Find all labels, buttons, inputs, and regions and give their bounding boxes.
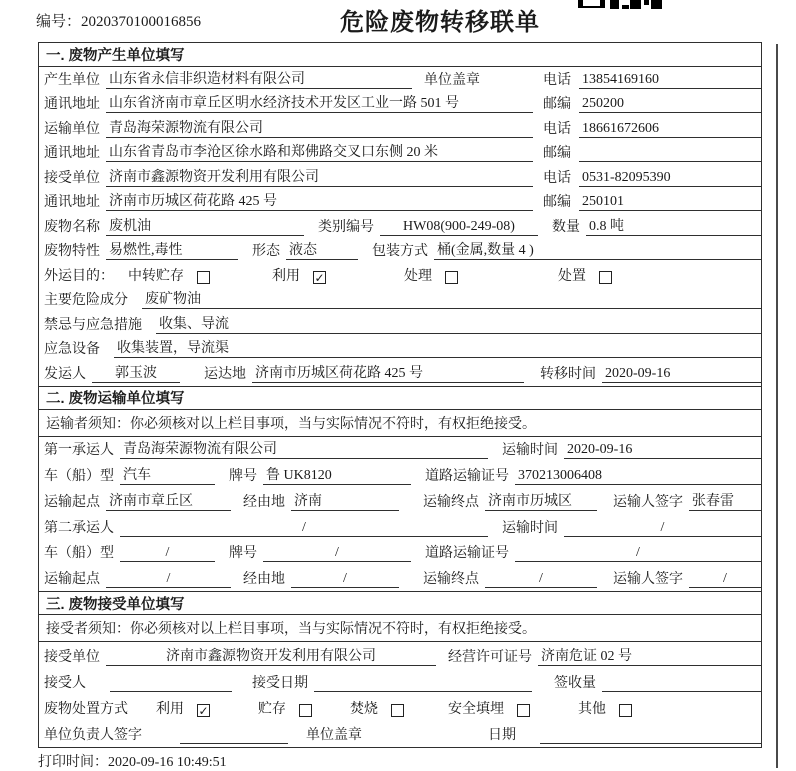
purpose-option-utilize <box>272 265 326 285</box>
row-route-1 <box>39 488 761 514</box>
row-transfer-purpose <box>39 263 761 288</box>
dispose-label: 处置 <box>558 268 586 284</box>
row-receiver-address <box>39 190 761 215</box>
shipper-value: 郭玉波 <box>92 362 180 383</box>
via-value: 济南 <box>291 490 399 511</box>
zip-label: 邮编 <box>543 195 571 210</box>
phone-label: 电话 <box>543 170 571 186</box>
acceptor-value <box>110 691 232 692</box>
row-producer <box>39 67 761 92</box>
disposal-incinerate-checkbox <box>391 704 404 717</box>
manager-signature-label: 单位负责人签字 <box>44 728 142 744</box>
row-producer-address <box>39 92 761 117</box>
row-acceptor <box>39 669 761 695</box>
endpoint-label: 运输终点 <box>423 572 479 588</box>
producer-zip-value: 250200 <box>579 96 761 113</box>
manager-signature-value <box>180 743 288 744</box>
destination-label: 运达地 <box>204 366 246 382</box>
disposal-option-storage <box>258 698 312 718</box>
transport-time-label: 运输时间 <box>502 443 558 459</box>
endpoint-label: 运输终点 <box>423 494 479 510</box>
transport-time-label: 运输时间 <box>502 520 558 536</box>
row-second-carrier <box>39 514 761 540</box>
waste-name-value: 废机油 <box>106 215 304 236</box>
page-title: 危险废物转移联单 <box>340 9 540 36</box>
acceptor-label: 接受人 <box>44 675 86 691</box>
road-permit-label: 道路运输证号 <box>425 469 509 485</box>
print-time <box>38 751 227 771</box>
disposal-other-label: 其他 <box>578 702 606 718</box>
purpose-option-transit-storage <box>128 265 210 285</box>
waste-character-label: 废物特性 <box>44 244 100 259</box>
doc-number <box>36 10 201 31</box>
receiver-address-label: 通讯地址 <box>44 195 100 210</box>
receiver-zip-value: 250101 <box>579 194 761 211</box>
transporter-unit-label: 运输单位 <box>44 121 100 137</box>
row-route-2 <box>39 565 761 591</box>
transporter-unit-value: 青岛海荣源物流有限公司 <box>106 117 533 138</box>
purpose-option-dispose <box>558 265 612 285</box>
transit-storage-label: 中转贮存 <box>128 268 184 284</box>
quantity-value: 0.8 吨 <box>586 215 761 236</box>
transporter-phone-group <box>543 118 761 138</box>
physical-form-label: 形态 <box>252 244 280 259</box>
treat-checkbox <box>445 271 458 284</box>
qr-code-fragment <box>578 0 662 10</box>
transport-time-value: 2020-09-16 <box>564 442 761 459</box>
treat-label: 处理 <box>404 268 432 284</box>
transfer-manifest-table <box>38 42 762 748</box>
category-code-value: HW08(900-249-08) <box>380 219 538 236</box>
disposal-option-utilize <box>156 698 210 718</box>
accepting-unit-value: 济南市鑫源物资开发利用有限公司 <box>106 645 436 666</box>
license-number-value: 济南危证 02 号 <box>538 645 761 666</box>
second-carrier-value: / <box>120 520 488 537</box>
phone-label: 电话 <box>543 121 571 137</box>
taboo-measures-label: 禁忌与应急措施 <box>44 317 142 333</box>
unit-seal-label: 单位盖章 <box>306 728 362 744</box>
plate-number-value: 鲁 UK8120 <box>263 464 411 485</box>
waste-name-label: 废物名称 <box>44 219 100 235</box>
row-waste-name <box>39 214 761 239</box>
carrier-signature-label: 运输人签字 <box>613 572 683 588</box>
transporter-address-value: 山东省青岛市李沧区徐水路和郑佛路交叉口东侧 20 米 <box>106 141 533 162</box>
origin-value: 济南市章丘区 <box>106 490 231 511</box>
taboo-measures-value: 收集、导流 <box>156 313 761 334</box>
plate-number-2-value: / <box>263 545 411 562</box>
transfer-time-label: 转移时间 <box>540 366 596 382</box>
producer-unit-value: 山东省永信非织造材料有限公司 <box>106 68 412 89</box>
dispose-checkbox <box>599 271 612 284</box>
transporter-notice: 运输者须知：你必须核对以上栏目事项，当与实际情况不符时，有权拒绝接受。 <box>39 410 761 437</box>
producer-phone-value: 13854169160 <box>579 72 761 89</box>
first-carrier-label: 第一承运人 <box>44 443 114 459</box>
disposal-landfill-checkbox <box>517 704 530 717</box>
destination-value: 济南市历城区荷花路 425 号 <box>252 362 524 383</box>
utilize-checkbox: ✓ <box>314 270 325 284</box>
disposal-other-checkbox <box>619 704 632 717</box>
transporter-address-label: 通讯地址 <box>44 146 100 161</box>
date-label: 日期 <box>488 728 516 744</box>
row-hazard-component <box>39 288 761 313</box>
signed-quantity-value <box>602 691 761 692</box>
page-edge-line <box>776 44 778 768</box>
section-1-title: 一. 废物产生单位填写 <box>39 43 761 67</box>
physical-form-value: 液态 <box>286 239 358 260</box>
via-label: 经由地 <box>243 572 285 588</box>
origin-label: 运输起点 <box>44 494 100 510</box>
transfer-purpose-label: 外运目的： <box>44 268 114 284</box>
row-disposal-method <box>39 695 761 721</box>
row-first-carrier <box>39 437 761 463</box>
print-time-value: 2020-09-16 10:49:51 <box>108 755 227 770</box>
license-number-label: 经营许可证号 <box>448 649 532 665</box>
receiver-phone-value: 0531-82095390 <box>579 170 761 187</box>
hazard-component-value: 废矿物油 <box>142 288 761 309</box>
package-type-label: 包装方式 <box>372 244 428 259</box>
plate-number-label: 牌号 <box>229 469 257 485</box>
section-3-title: 三. 废物接受单位填写 <box>39 591 761 615</box>
carrier-signature-value: 张春雷 <box>689 490 761 511</box>
emergency-equipment-value: 收集装置，导流渠 <box>114 337 761 358</box>
disposal-method-label: 废物处置方式 <box>44 702 128 718</box>
producer-phone-group <box>543 69 761 89</box>
vehicle-type-2-value: / <box>120 545 215 562</box>
transit-storage-checkbox <box>197 271 210 284</box>
row-taboo-measures <box>39 312 761 337</box>
transporter-zip-group <box>543 142 761 162</box>
row-emergency-equipment <box>39 337 761 362</box>
transfer-time-value: 2020-09-16 <box>602 366 761 383</box>
category-code-label: 类别编号 <box>318 219 374 235</box>
row-transporter <box>39 116 761 141</box>
endpoint-value: 济南市历城区 <box>485 490 597 511</box>
section-2-title: 二. 废物运输单位填写 <box>39 386 761 410</box>
vehicle-type-value: 汽车 <box>120 464 215 485</box>
row-accepting-unit <box>39 642 761 668</box>
doc-number-label: 编号： <box>36 14 82 30</box>
producer-address-value: 山东省济南市章丘区明水经济技术开发区工业一路 501 号 <box>106 92 533 113</box>
vehicle-type-label: 车（船）型 <box>44 469 114 485</box>
transporter-zip-value <box>579 161 761 162</box>
disposal-option-incinerate <box>350 698 404 718</box>
signed-quantity-label: 签收量 <box>554 675 596 691</box>
producer-zip-group <box>543 93 761 113</box>
via-label: 经由地 <box>243 494 285 510</box>
utilize-label: 利用 <box>272 268 300 284</box>
zip-label: 邮编 <box>543 146 571 161</box>
receiver-unit-label: 接受单位 <box>44 170 100 186</box>
doc-number-value: 2020370100016856 <box>81 14 202 30</box>
vehicle-type-label: 车（船）型 <box>44 546 114 562</box>
disposal-option-landfill <box>448 698 530 718</box>
disposal-storage-checkbox <box>299 704 312 717</box>
package-type-value: 桶(金属,数量 4 ) <box>434 239 761 260</box>
carrier-signature-2-value: / <box>689 571 761 588</box>
receiver-phone-group <box>543 167 761 187</box>
road-permit-label: 道路运输证号 <box>425 546 509 562</box>
date-value <box>540 743 761 744</box>
plate-number-label: 牌号 <box>229 546 257 562</box>
via-2-value: / <box>291 571 399 588</box>
receiver-unit-value: 济南市鑫源物资开发利用有限公司 <box>106 166 533 187</box>
receiver-zip-group <box>543 191 761 211</box>
accept-date-value <box>314 691 532 692</box>
row-manager-signature <box>39 721 761 747</box>
row-vehicle-2 <box>39 540 761 566</box>
road-permit-2-value: / <box>515 545 761 562</box>
print-time-label: 打印时间： <box>38 755 108 770</box>
phone-label: 电话 <box>543 72 571 88</box>
disposal-utilize-label: 利用 <box>156 702 184 718</box>
row-waste-character <box>39 239 761 264</box>
row-receiver <box>39 165 761 190</box>
producer-unit-label: 产生单位 <box>44 72 100 88</box>
endpoint-2-value: / <box>485 571 597 588</box>
waste-character-value: 易燃性,毒性 <box>106 239 238 260</box>
disposal-option-other <box>578 698 632 718</box>
accept-date-label: 接受日期 <box>252 675 308 691</box>
origin-label: 运输起点 <box>44 572 100 588</box>
receiver-notice: 接受者须知：你必须核对以上栏目事项，当与实际情况不符时，有权拒绝接受。 <box>39 615 761 642</box>
disposal-landfill-label: 安全填埋 <box>448 702 504 718</box>
receiver-address-value: 济南市历城区荷花路 425 号 <box>106 190 533 211</box>
transport-time-2-value: / <box>564 520 761 537</box>
quantity-label: 数量 <box>552 219 580 235</box>
unit-seal-label: 单位盖章 <box>424 72 480 88</box>
shipper-label: 发运人 <box>44 366 86 382</box>
second-carrier-label: 第二承运人 <box>44 520 114 536</box>
purpose-option-treat <box>404 265 458 285</box>
producer-address-label: 通讯地址 <box>44 97 100 112</box>
origin-2-value: / <box>106 571 231 588</box>
transporter-phone-value: 18661672606 <box>579 121 761 138</box>
disposal-utilize-checkbox: ✓ <box>198 704 209 718</box>
zip-label: 邮编 <box>543 97 571 112</box>
accepting-unit-label: 接受单位 <box>44 649 100 665</box>
disposal-incinerate-label: 焚烧 <box>350 702 378 718</box>
emergency-equipment-label: 应急设备 <box>44 342 100 357</box>
row-vehicle-1 <box>39 462 761 488</box>
hazard-component-label: 主要危险成分 <box>44 293 128 308</box>
row-shipper <box>39 361 761 386</box>
carrier-signature-label: 运输人签字 <box>613 494 683 510</box>
road-permit-value: 370213006408 <box>515 468 761 485</box>
disposal-storage-label: 贮存 <box>258 702 286 718</box>
row-transporter-address <box>39 141 761 166</box>
first-carrier-value: 青岛海荣源物流有限公司 <box>120 438 488 459</box>
